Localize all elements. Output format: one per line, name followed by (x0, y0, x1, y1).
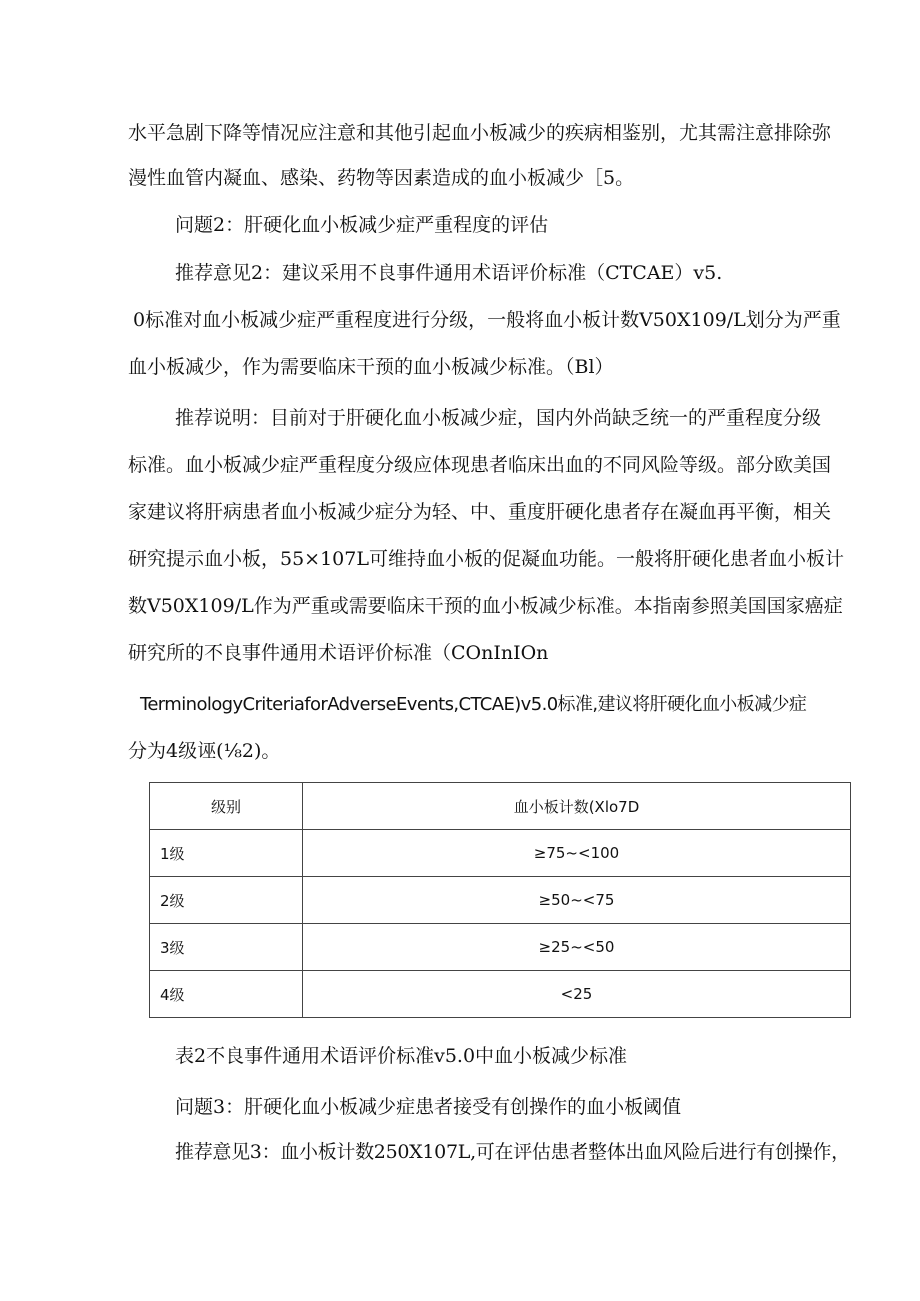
paragraph-line: 漫性血管内凝血、感染、药物等因素造成的血小板减少［5。 (128, 167, 635, 189)
table-row (150, 924, 851, 971)
grade-cell: 4级 (150, 971, 303, 1018)
paragraph-line: 家建议将肝病患者血小板减少症分为轻、中、重度肝硬化患者存在凝血再平衡，相关 (128, 501, 832, 523)
grade-cell: 1级 (150, 830, 303, 877)
paragraph-line: 水平急剧下降等情况应注意和其他引起血小板减少的疾病相鉴别，尤其需注意排除弥 (128, 122, 832, 144)
table-row (150, 830, 851, 877)
paragraph-line: 研究提示血小板，55×107L可维持血小板的促凝血功能。一般将肝硬化患者血小板计 (128, 548, 844, 570)
header-cell-grade: 级别 (150, 783, 303, 830)
paragraph-line: 数V50X109/L作为严重或需要临床干预的血小板减少标准。本指南参照美国国家癌症 (128, 595, 843, 617)
count-cell: <25 (303, 971, 851, 1018)
question-heading: 问题2：肝硬化血小板减少症严重程度的评估 (175, 214, 549, 236)
table-caption: 表2不良事件通用术语评价标准v5.0中血小板减少标准 (175, 1045, 628, 1067)
table-row (150, 971, 851, 1018)
table-header-row (150, 783, 851, 830)
recommendation-heading: 推荐意见2：建议采用不良事件通用术语评价标准（CTCAE）v5. (175, 262, 723, 284)
table-row (150, 877, 851, 924)
paragraph-line: 研究所的不良事件通用术语评价标准（COnInIOn (128, 642, 549, 664)
paragraph-line: 血小板减少，作为需要临床干预的血小板减少标准。（Bl） (128, 356, 614, 378)
recommendation-heading: 推荐意见3：血小板计数250X107L,可在评估患者整体出血风险后进行有创操作， (175, 1141, 850, 1163)
paragraph-line: 标准。血小板减少症严重程度分级应体现患者临床出血的不同风险等级。部分欧美国 (128, 454, 832, 476)
paragraph-line: 推荐说明：目前对于肝硬化血小板减少症，国内外尚缺乏统一的严重程度分级 (175, 407, 822, 429)
paragraph-line: 0标准对血小板减少症严重程度进行分级，一般将血小板计数V50X109/L划分为严重 (133, 309, 841, 331)
count-cell: ≥25~<50 (303, 924, 851, 971)
paragraph-line: 分为4级诬(⅛2)。 (128, 740, 281, 762)
question-heading: 问题3：肝硬化血小板减少症患者接受有创操作的血小板阈值 (175, 1096, 682, 1118)
header-cell-count: 血小板计数(Xlo7D (303, 783, 851, 830)
count-cell: ≥50~<75 (303, 877, 851, 924)
grade-cell: 3级 (150, 924, 303, 971)
platelet-grade-table (149, 782, 851, 1018)
grade-cell: 2级 (150, 877, 303, 924)
count-cell: ≥75~<100 (303, 830, 851, 877)
paragraph-line: TerminologyCriteriaforAdverseEvents,CTCAE)v5.0标准,建议将肝硬化血小板减少症 (140, 694, 807, 715)
